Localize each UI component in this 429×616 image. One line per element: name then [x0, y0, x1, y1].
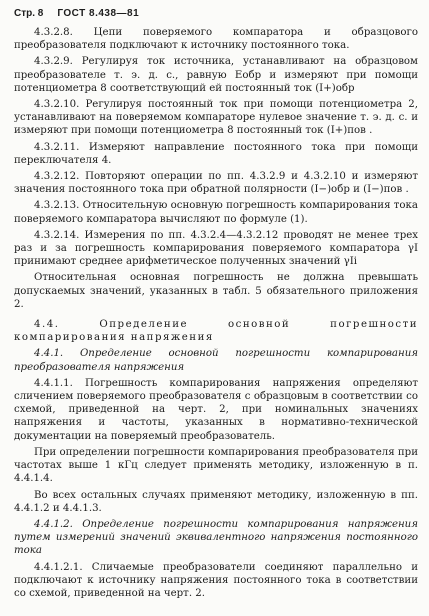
paragraph-4-3-2-10: 4.3.2.10. Регулируя постоянный ток при помощи потенциометра 2, устанавливают на поверяемом компараторе нулевое значение т. э. д. с. и измеряют при помощи потенциометра 8 постоянный ток (I+)пов . — [14, 99, 418, 137]
subsection-heading-4-4-1: 4.4.1. Определение основной погрешности компарирования преобразователя напряжения — [14, 348, 418, 373]
paragraph-4-3-2-9: 4.3.2.9. Регулируя ток источника, устанавливают на образцовом преобразователе т. э. д. с., равную Eобр и измеряют при помощи потенциометра 8 соответствующий ей постоянный ток (I+)обр — [14, 56, 418, 94]
paragraph-4-3-2-14: 4.3.2.14. Измерения по пп. 4.3.2.4—4.3.2.12 проводят не менее трех раз и за погрешность компарирования поверяемого компаратора γI принимают среднее арифметическое полученных значений γIi — [14, 229, 418, 268]
paragraph-4-3-2-12: 4.3.2.12. Повторяют операции по пп. 4.3.2.9 и 4.3.2.10 и измеряют значения постоянного тока при обратной полярности (I−)обр и (I−)пов . — [14, 171, 418, 196]
paragraph-high-frequency: При определении погрешности компарирования преобразователя при частотах выше 1 кГц следует применять методику, изложенную в п. 4.4.1.4. — [14, 446, 418, 485]
paragraph-4-3-2-8: 4.3.2.8. Цепи поверяемого компаратора и образцового преобразователя подключают к источнику постоянного тока. — [14, 27, 418, 52]
document-body — [14, 26, 418, 603]
paragraph-other-cases: Во всех остальных случаях применяют методику, изложенную в пп. 4.4.1.2 и 4.4.1.3. — [14, 489, 418, 514]
page-header — [14, 8, 139, 19]
page-number: Стр. 8 — [14, 8, 44, 19]
section-heading-4-4: 4.4. Определение основной погрешности компарирования напряжения — [14, 319, 418, 344]
paragraph-4-3-2-11: 4.3.2.11. Измеряют направление постоянного тока при помощи переключателя 4. — [14, 141, 418, 166]
paragraph-error-limit: Относительная основная погрешность не должна превышать допускаемых значений, указанных в табл. 5 обязательного приложения 2. — [14, 272, 418, 310]
standard-title: ГОСТ 8.438—81 — [57, 8, 140, 19]
paragraph-4-4-1-1: 4.4.1.1. Погрешность компарирования напряжения определяют сличением поверяемого преобразователя с образцовым в соответствии со схемой, приведенной на черт. 2, при номинальных значениях напряжения и частоты, указанных в нормативно-технической документации на поверяемый преобразователь. — [14, 377, 418, 442]
paragraph-4-3-2-13: 4.3.2.13. Относительную основную погрешность компарирования тока поверяемого компаратора вычисляют по формуле (1). — [14, 200, 418, 225]
paragraph-4-4-1-2-1: 4.4.1.2.1. Сличаемые преобразователи соединяют параллельно и подключают к источнику напряжения постоянного тока в соответствии со схемой, приведенной на черт. 2. — [14, 561, 418, 599]
subsection-heading-4-4-1-2: 4.4.1.2. Определение погрешности компарирования напряжения путем измерений значений эквивалентного напряжения постоянного тока — [14, 518, 418, 557]
